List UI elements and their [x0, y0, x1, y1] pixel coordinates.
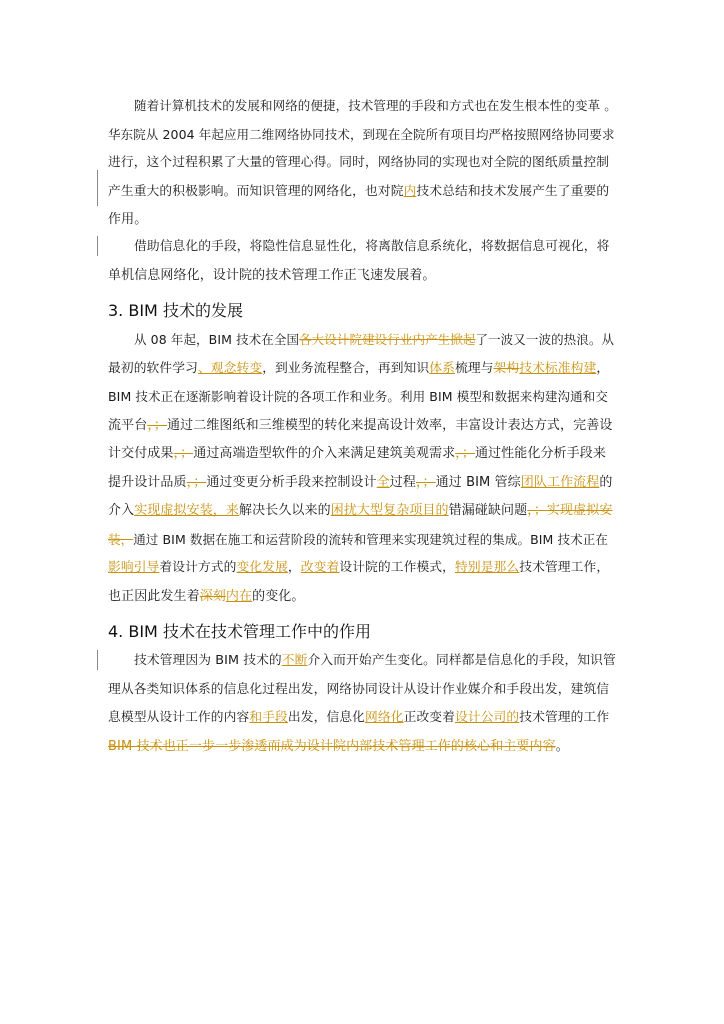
text-run: 正改变着: [403, 710, 455, 725]
text-line: 进行，这个过程积累了大量的管理心得。同时，网络协同的实现也对全院的图纸质量控制: [108, 155, 610, 170]
text-run: 的变化。: [252, 588, 305, 604]
text-run: ，: [287, 560, 301, 575]
inserted-text: 团队工作流程: [520, 474, 600, 490]
text-run: 计交付成果: [108, 446, 174, 461]
change-bar: [97, 650, 98, 670]
deleted-text: 各大设计院建设行业内产生掀起: [299, 332, 476, 347]
section-heading-bim-development: 3. BIM 技术的发展: [108, 301, 243, 320]
text-run: 技术管理工作，: [519, 560, 610, 575]
inserted-text: 变化发展: [236, 560, 288, 575]
inserted-text: 困扰大型复杂项目的: [330, 503, 449, 518]
deleted-text: ，；: [455, 446, 475, 461]
inserted-text: 影响引导: [108, 560, 160, 575]
change-bar: [97, 236, 98, 256]
text-run: 息模型从设计工作的内容: [108, 710, 250, 725]
text-line: [108, 526, 616, 555]
deleted-text: BIM 技术也正一步一步渗透而成为设计院内部技术管理工作的核心和主要内容: [108, 738, 556, 754]
inserted-text: 内在: [225, 588, 253, 604]
text-line: [108, 412, 616, 441]
text-run: 设计院的工作模式，: [339, 560, 455, 575]
text-line: [108, 704, 616, 733]
text-run: ，: [596, 360, 610, 376]
deleted-text: ，；: [415, 474, 436, 490]
inserted-text: 不断: [281, 653, 308, 668]
inserted-text: 网络化: [365, 710, 404, 725]
deleted-text: ，；: [173, 446, 194, 461]
text-line: 借助信息化的手段，将隐性信息显性化，将离散信息系统化，将数据信息可视化，将: [134, 239, 610, 254]
text-run: 错漏碰缺问题: [448, 503, 528, 518]
text-run: 梳理与: [454, 360, 494, 376]
text-run: 技术总结和技术发展产生了重要的: [416, 183, 610, 199]
text-line: [108, 733, 616, 762]
deleted-text: 深刻: [199, 588, 226, 604]
text-line: 单机信息网络化，设计院的技术管理工作正飞速发展着。: [108, 267, 436, 283]
deleted-text: 架构: [493, 360, 520, 376]
text-run: 。: [555, 738, 569, 754]
text-line: [108, 647, 616, 676]
paragraph-bim-development: [108, 326, 616, 611]
inserted-text: 内: [403, 183, 417, 199]
text-run: 流平台: [108, 417, 148, 433]
inserted-text: 实现虚拟安装，来: [134, 503, 240, 518]
text-line: [108, 497, 616, 526]
inserted-text: 、观念转变: [197, 360, 263, 376]
inserted-text: 特别是那么: [455, 560, 520, 575]
paragraph-bim-role: [108, 647, 616, 761]
text-run: 过程: [389, 474, 416, 490]
text-run: 从 08 年起，BIM 技术在全国: [134, 332, 300, 347]
inserted-text: 和手段: [249, 710, 288, 725]
inserted-text: 技术标准构建: [519, 360, 597, 376]
section-heading-bim-role: 4. BIM 技术在技术管理工作中的作用: [108, 622, 371, 641]
text-line: BIM 技术正在逐渐影响着设计院的各项工作和业务。利用 BIM 模型和数据来构建沟通和交: [108, 389, 608, 404]
text-run: 通过变更分析手段来控制设计: [206, 474, 377, 490]
text-run: 的: [599, 474, 613, 490]
paragraph-informatization: [108, 233, 616, 290]
text-line: [108, 554, 616, 583]
text-run: 通过 BIM 数据在施工和运营阶段的流转和管理来实现建筑过程的集成。BIM 技术正在: [133, 531, 608, 547]
text-line: 华东院从 2004 年起应用二维网络协同技术，到现在全院所有项目均严格按照网络协同要求: [108, 126, 615, 142]
text-line: 理从各类知识体系的信息化过程出发，网络协同设计从设计作业媒介和手段出发，建筑信: [108, 681, 610, 697]
deleted-text: ，；实现虚拟安: [527, 503, 613, 518]
text-run: 技术管理的工作: [519, 710, 610, 725]
text-run: 最初的软件学习: [108, 360, 198, 376]
text-run: 通过 BIM 管综: [435, 474, 521, 490]
text-run: 提升设计品质: [108, 474, 187, 490]
text-run: 通过性能化分析手段来: [474, 446, 606, 461]
text-run: 解决长久以来的: [239, 503, 331, 518]
text-run: 介入: [108, 503, 135, 518]
text-line: [108, 355, 616, 384]
text-run: 了一波又一波的热浪。从: [475, 332, 615, 347]
text-run: ，到业务流程整合，再到知识: [262, 360, 430, 376]
text-line: [108, 178, 616, 207]
text-line: [108, 583, 616, 612]
text-run: 着设计方式的: [159, 560, 237, 575]
text-run: 出发，信息化: [287, 710, 366, 725]
text-line: 作用。: [108, 212, 148, 227]
text-line: [108, 326, 616, 355]
text-run: 技术管理因为 BIM 技术的: [134, 653, 282, 668]
paragraph-intro: [108, 92, 616, 235]
text-run: 产生重大的积极影响。而知识管理的网络化，也对院: [108, 183, 404, 199]
text-run: 通过高端造型软件的介入来满足建筑美观需求: [193, 446, 456, 461]
inserted-text: 全: [376, 474, 390, 490]
text-run: 介入而开始产生变化。同样都是信息化的手段，知识管: [307, 653, 616, 668]
text-line: 随着计算机技术的发展和网络的便捷，技术管理的手段和方式也在发生根本性的变革 。: [134, 98, 617, 113]
text-line: [108, 440, 616, 469]
change-bar: [97, 170, 98, 206]
text-run: 也正因此发生着: [108, 588, 200, 604]
text-line: [108, 469, 616, 498]
inserted-text: 体系: [429, 360, 455, 376]
deleted-text: ，；: [147, 417, 168, 433]
deleted-text: ，；: [186, 474, 207, 490]
inserted-text: 设计公司的: [455, 710, 520, 725]
text-run: 通过二维图纸和三维模型的转化来提高设计效率，丰富设计表达方式，完善设: [167, 417, 613, 433]
inserted-text: 改变着: [300, 560, 340, 575]
deleted-text: 装，: [108, 531, 134, 547]
